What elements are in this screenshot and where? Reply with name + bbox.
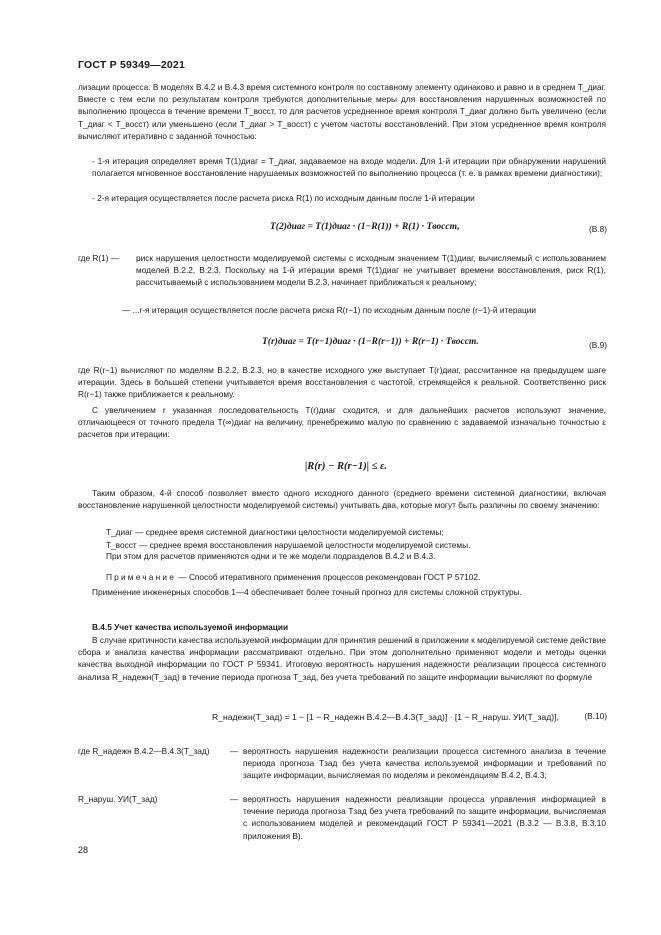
formula-number-b9: (В.9) [589,340,607,350]
definition-t-diag: T_диаг — среднее время системной диагностики целостности моделируемой системы; [106,527,444,537]
paragraph-info-quality: В случае критичности качества используемой информации для принятия решений в приложении к моделируемой системе действие сбора и анализа качества информации рассматривают отдельно. При этом дополнительно применяют модели и методы оценки качества выходной информации по ГОСТ Р 59341. Итоговую вероятность нарушения надежности реализации процесса системного анализа R_надежн(T_зад) в течение периода прогноза T_зад, без учета требований по защите информации вычисляют по формуле [78,635,606,682]
paragraph-engineering-methods: Применение инженерных способов 1—4 обеспечивает более точный прогноз для системы сложной структуры. [92,587,522,597]
paragraph-iteration-1: - 1-я итерация определяет время T(1)диаг = T_диаг, задаваемое на входе модели. Для 1-й итерации при обнаружении нарушений полагается мгновенное восстановление нарушаемых возможностей по выполнению процесса (т. е. в рамках времени диагностики); [92,156,606,179]
paragraph-models-note: При этом для расчетов применяются одни и те же модели подразделов В.4.2 и В.4.3. [106,551,436,561]
note-label: Примечание [106,572,177,582]
formula-b8: T(2)диаг = T(1)диаг · (1−R(1)) + R(1) · Tвосст, [270,222,460,232]
note-text: — Способ итеративного применения процессов рекомендован ГОСТ Р 57102. [176,572,481,582]
document-header: ГОСТ Р 59349—2021 [78,59,186,71]
paragraph-where-rr1: где R(r−1) вычисляют по моделям В.2.2, В.2.3, но в качестве исходного уже выступает T(r)диаг, рассчитанное на предыдущем шаге итерации. Здесь в большей степени учитывается время восстановления с частотой, стремящейся к реальной. Соответственно риск R(r−1) также приближается к реальному. [78,365,606,400]
formula-number-b10: (В.10) [584,711,607,721]
where-definition-r-narush: вероятность нарушения надежности реализации процесса управления информацией в течение периода прогноза Тзад без учета требований по защите информации, вычисляемая с использованием моделей и рекомендаций ГОСТ Р 59341—2021 (В.3.2 — В.3.8, В.3.10 приложения В). [243,794,606,841]
paragraph-iteration-2: - 2-я итерация осуществляется после расчета риска R(1) по исходным данным после 1-й итерации [92,193,475,203]
section-heading-b45: В.4.5 Учет качества используемой информации [92,622,289,632]
where-dash-2: — [230,794,239,804]
paragraph-intro: лизации процесса. В моделях В.4.2 и В.4.3 время системного контроля по составному элементу одинаково и равно и в среднем T_диаг. Вместе с тем если по результатам контроля требуются дополнительные меры для восстановления нарушенных возможностей по выполнению процесса в течение времени T_восст, то для расчетов усредненное время контроля T_диаг должно быть увеличено (если T_диаг < T_восст) или уменьшено (если T_диаг > T_восст) с учетом частоты восстановлений. При этом усредненное время контроля вычисляют итеративно с заданной точностью: [78,82,606,141]
where-definition-r1: риск нарушения целостности моделируемой системы с исходным значением T(1)диаг, вычисляемый с использованием моделей В.2.2, В.2.3. Поскольку на 1-й итерации время T(1)диаг не учитывает времени восстановления, риск R(1), рассчитываемый с использованием модели В.2.3, начинает приближаться к реальному; [136,253,606,288]
where-definition-r-nadezhn: вероятность нарушения надежности реализации процесса системного анализа в течение периода прогноза Тзад без учета качества используемой информации и требований по защите информации, вычисляемая по моделям и рекомендациям В.4.2, В.4.3; [243,746,606,781]
where-dash-1: — [230,746,239,756]
where-label-r-narush: R_наруш. УИ(T_зад) [78,794,158,804]
formula-b10: R_надежн(T_зад) = 1 − [1 − R_надежн В.4.2—В.4.3(T_зад)] · [1 − R_наруш. УИ(T_зад)], [212,712,559,722]
definition-t-vosst: T_восст — среднее время восстановления нарушаемой целостности моделируемой системы. [106,540,471,550]
formula-number-b8: (В.8) [589,224,607,234]
where-label-r1: где R(1) — [78,253,120,263]
paragraph-convergence: С увеличением r указанная последовательность T(r)диаг сходится, и для дальнейших расчетов используют значение, отличающееся от точного предела T(∞)диаг на величину, пренебрежимо малую по сравнению с задаваемой изначально точностью ε расчетов при итерации: [78,405,606,440]
note [106,571,480,583]
page-number: 28 [78,845,89,855]
paragraph-iteration-r: — ...r-я итерация осуществляется после расчета риска R(r−1) по исходным данным после (r−1)-й итерации [122,305,537,315]
paragraph-method4: Таким образом, 4-й способ позволяет вместо одного исходного данного (среднего времени системной диагностики, включая восстановление нарушенной целостности моделируемой системы) учитывать два, которые могут быть различны по своему значению: [78,488,606,511]
formula-b9: T(r)диаг = T(r−1)диаг · (1−R(r−1)) + R(r−1) · Tвосст. [262,337,479,347]
where-label-r-nadezhn: где R_надежн В.4.2—В.4.3(T_зад) [78,746,210,756]
formula-epsilon: |R(r) − R(r−1)| ≤ ε. [305,461,387,472]
